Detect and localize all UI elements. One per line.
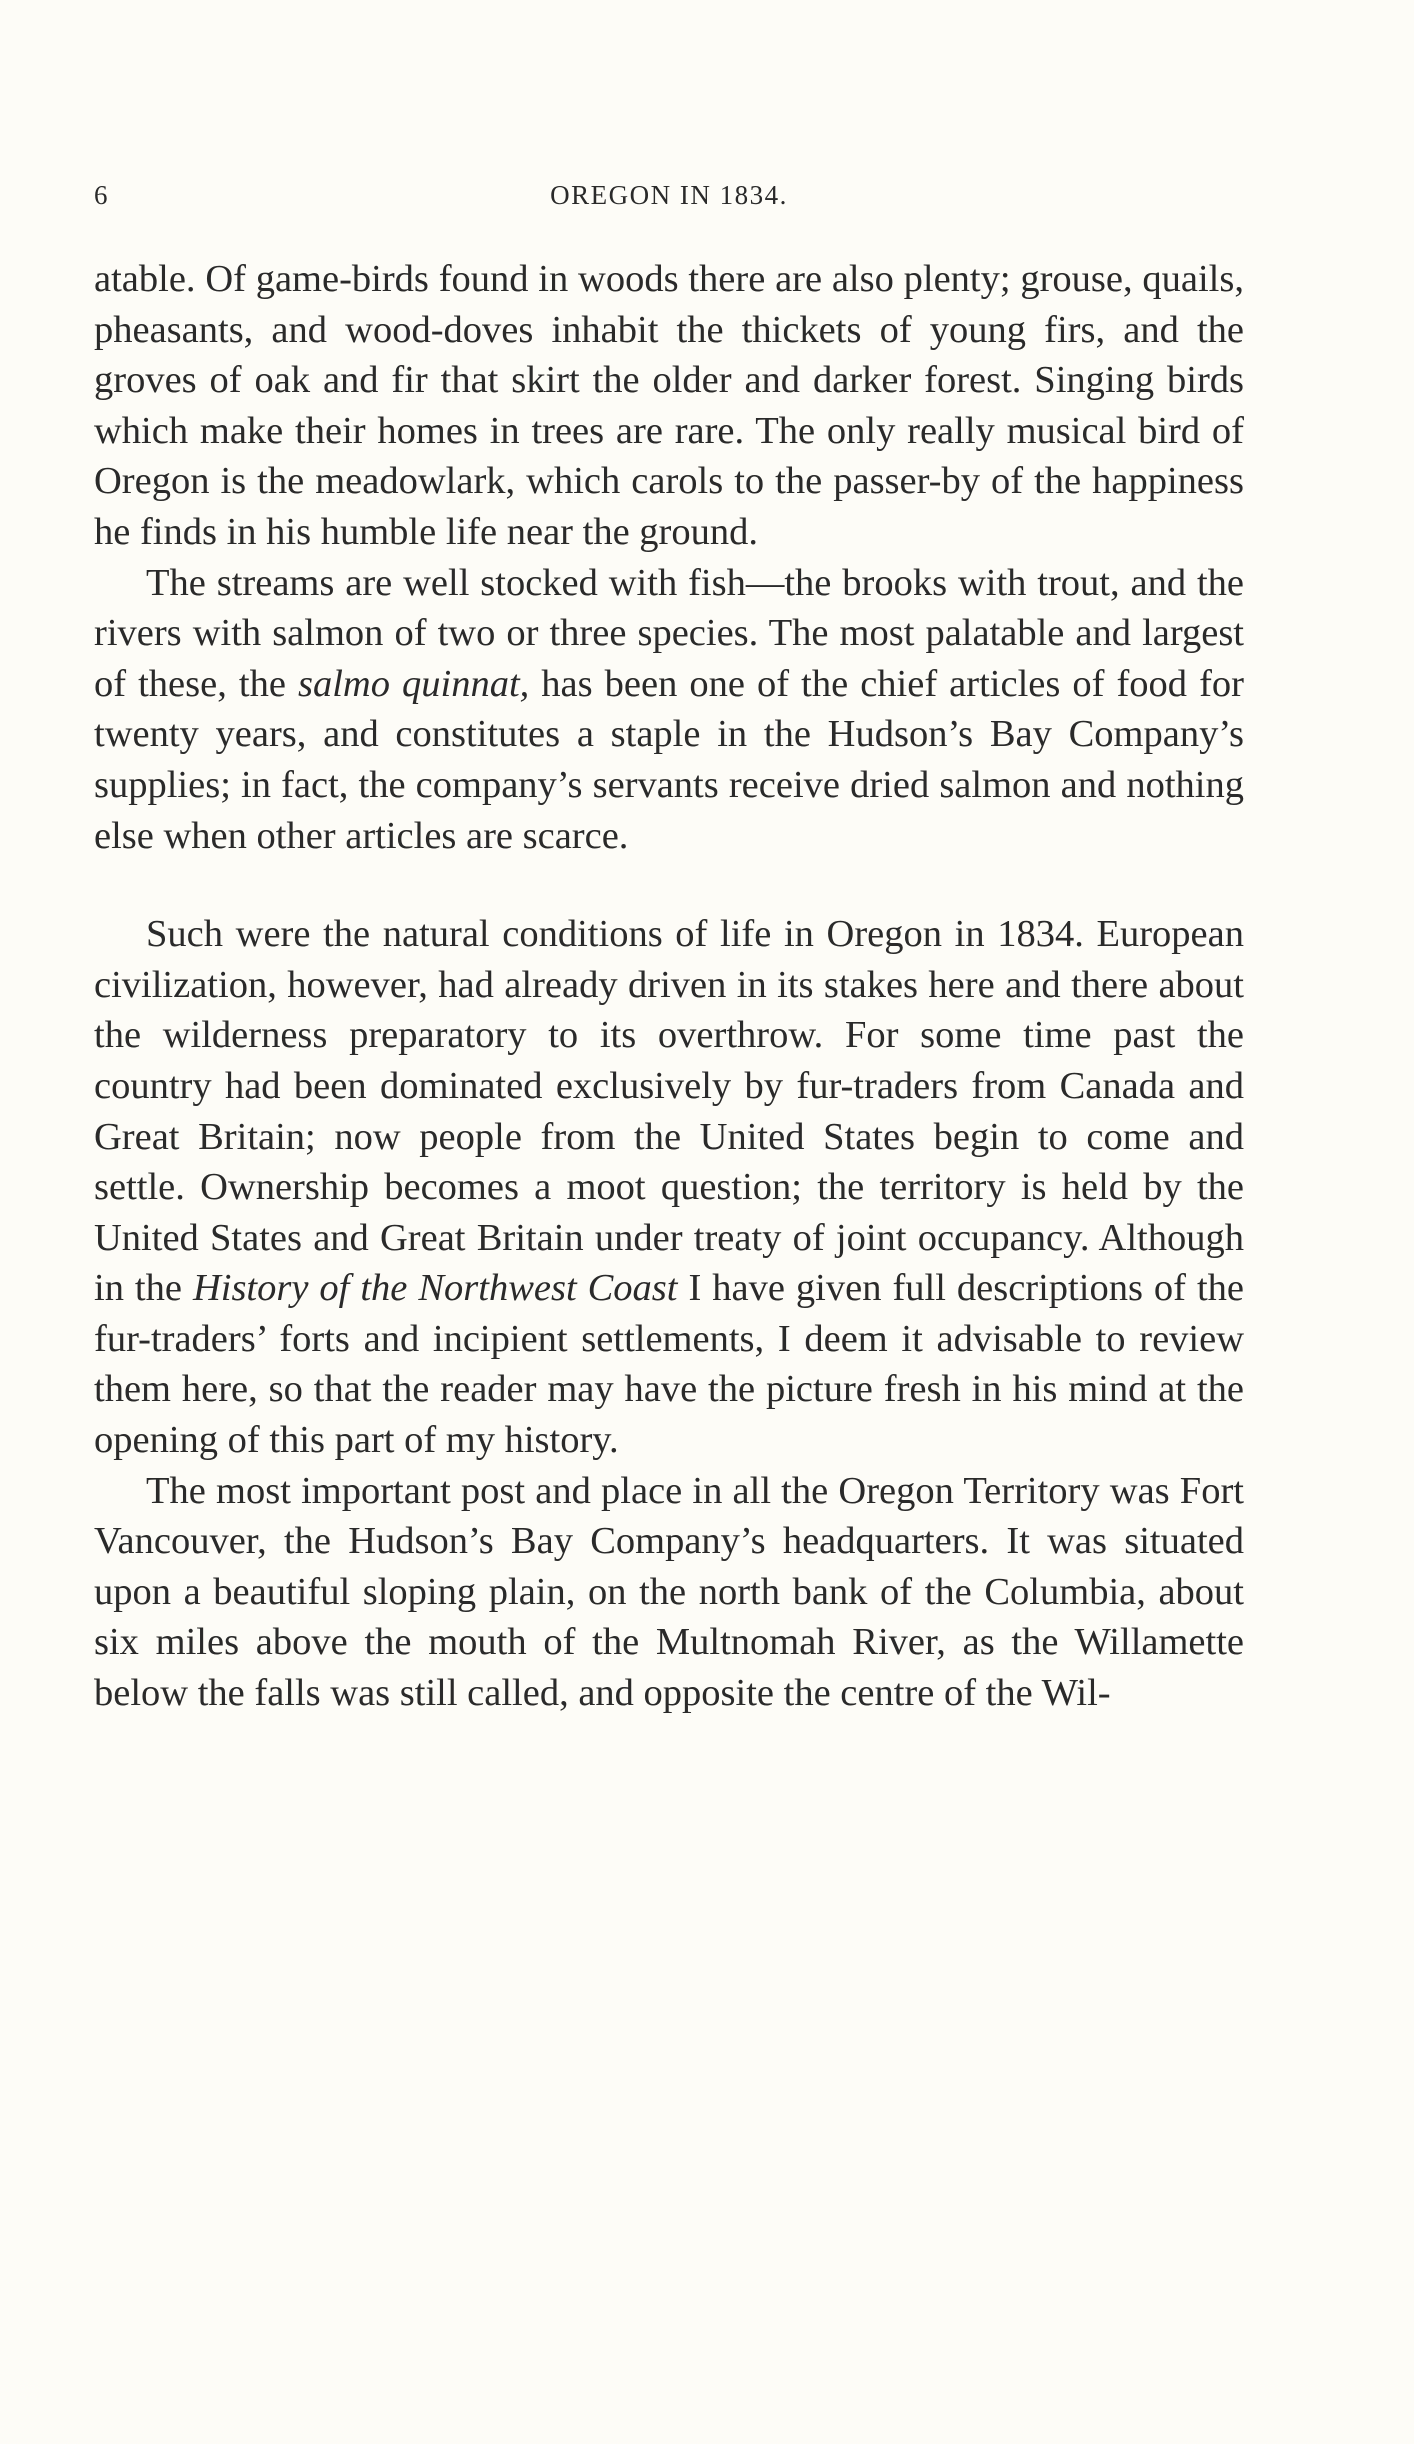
italic-book-title: History of the Northwest Coast (192, 1267, 678, 1310)
text-segment: atable. Of game-birds found in woods there are also plenty; grouse, quails, pheasants, and wood-doves inhabit the thickets of young firs, and the groves of oak and fir that skirt the older and darker forest. Singing birds which make their homes in trees are rare. The only really musical bird of Oregon is the meadowlark, which carols to the passer-by of the happiness he finds in his humble life near the ground. (94, 258, 1244, 553)
text-segment: I have given full descriptions of the fur-traders’ forts and incipient settlements, I deem it advisable to review them here, so that the reader may have the picture fresh in his mind at the opening of this part of my history. (94, 1267, 1244, 1462)
italic-term-salmo-quinnat: salmo quinnat, (297, 662, 530, 705)
paragraph-game-birds (94, 254, 1244, 558)
page-number: 6 (94, 180, 109, 210)
text-segment: The streams are well stocked with fish—the brooks with trout, and the rivers with salmon of two or three species. The most palatable and largest of these, the (94, 561, 1244, 705)
paragraph-fort-vancouver (94, 1466, 1244, 1719)
running-title: OREGON IN 1834. (550, 180, 788, 210)
text-segment: Such were the natural conditions of life in Oregon in 1834. European civilization, however, had already driven in its stakes here and there about the wilderness preparatory to its overthrow. For some time past the country had been dominated exclusively by fur-traders from Canada and Great Britain; now people from the United States begin to come and settle. Ownership becomes a moot question; the territory is held by the United States and Great Britain under treaty of joint occupancy. Although in the (94, 913, 1244, 1310)
paragraph-streams (94, 558, 1244, 862)
book-page (94, 180, 1244, 1719)
text-segment: The most important post and place in all the Oregon Territory was Fort Vancouver, the Hudson’s Bay Company’s headquarters. It was situated upon a beautiful sloping plain, on the north bank of the Columbia, about six miles above the mouth of the Multnomah River, as the Willamette below the falls was still called, and opposite the centre of the Wil- (94, 1469, 1244, 1715)
body-text (94, 254, 1244, 1719)
text-segment: has been one of the chief articles of food for twenty years, and constitutes a staple in the Hudson’s Bay Company’s supplies; in fact, the company’s servants receive dried salmon and nothing else when other articles are scarce. (94, 662, 1244, 857)
paragraph-natural-conditions (94, 909, 1244, 1466)
page-header (94, 180, 1244, 224)
